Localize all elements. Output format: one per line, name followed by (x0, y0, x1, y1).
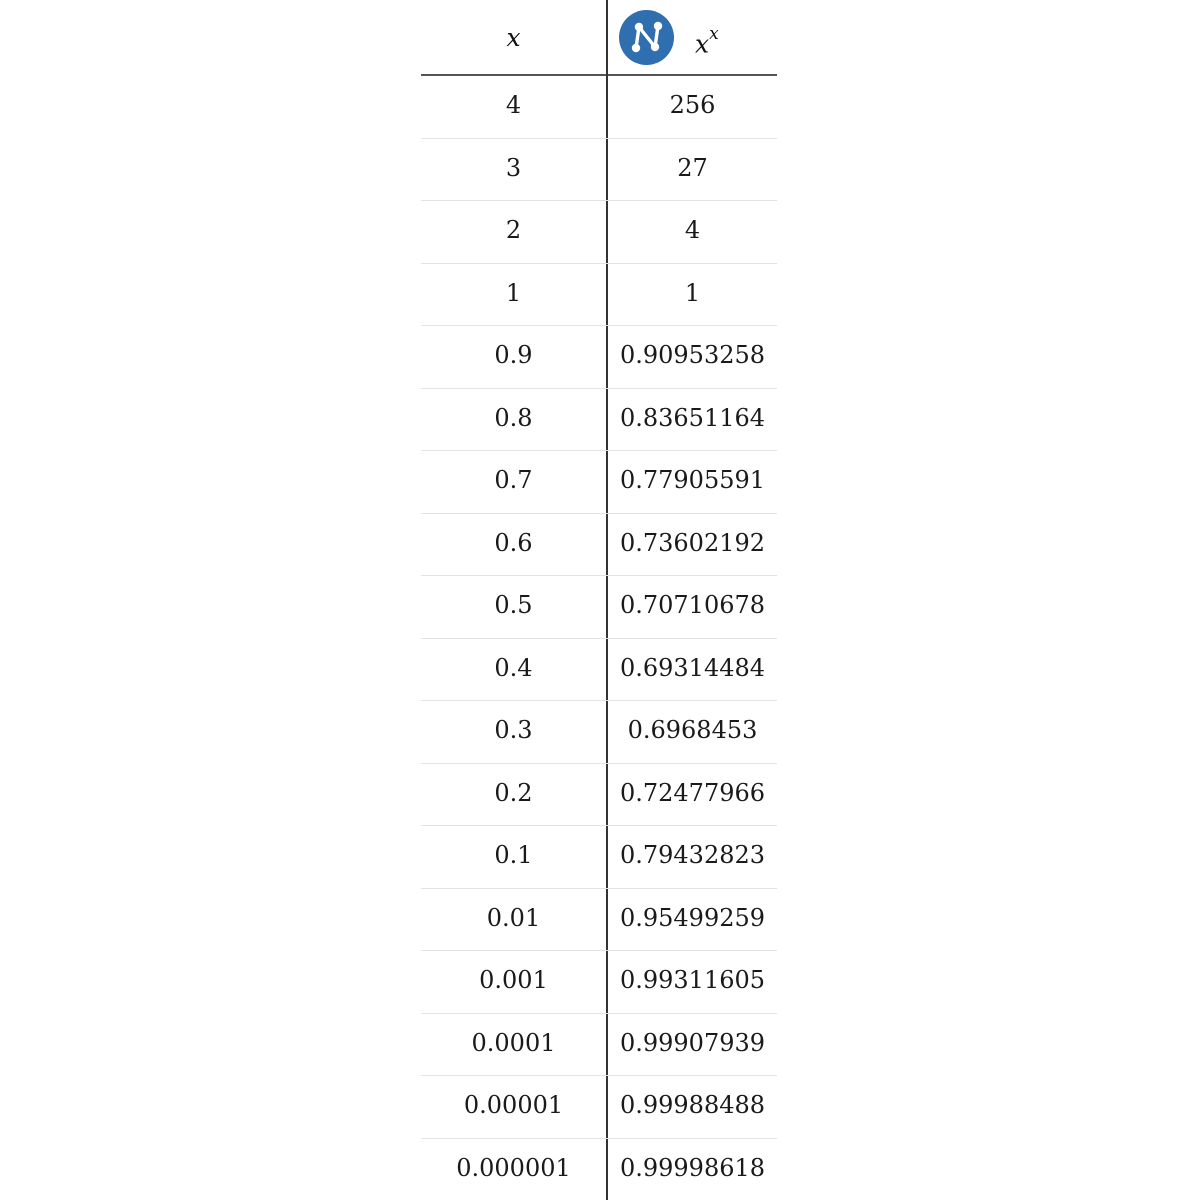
table (421, 0, 777, 1200)
cell-x[interactable]: 0.3 (421, 701, 606, 759)
table-row (421, 826, 777, 889)
cell-fx: 0.79432823 (608, 826, 777, 884)
cell-x[interactable]: 4 (421, 76, 606, 134)
cell-x[interactable]: 0.000001 (421, 1139, 606, 1197)
cell-x[interactable]: 0.6 (421, 514, 606, 572)
table-row (421, 576, 777, 639)
cell-fx: 0.99311605 (608, 951, 777, 1009)
cell-fx: 0.95499259 (608, 889, 777, 947)
table-row (421, 639, 777, 702)
table-header (421, 0, 777, 76)
table-row (421, 701, 777, 764)
cell-x[interactable]: 0.0001 (421, 1014, 606, 1072)
table-row (421, 889, 777, 952)
column-header-fx[interactable] (608, 0, 777, 74)
table-row (421, 264, 777, 327)
column-header-x[interactable] (421, 0, 606, 74)
table-row (421, 139, 777, 202)
table-row (421, 201, 777, 264)
cell-fx: 0.99998618 (608, 1139, 777, 1197)
table-row (421, 76, 777, 139)
table-row (421, 764, 777, 827)
cell-x[interactable]: 0.01 (421, 889, 606, 947)
cell-x[interactable]: 1 (421, 264, 606, 322)
fx-exponent: x (709, 24, 719, 44)
cell-x[interactable]: 0.001 (421, 951, 606, 1009)
cell-fx: 0.70710678 (608, 576, 777, 634)
cell-x[interactable]: 0.1 (421, 826, 606, 884)
cell-fx: 0.83651164 (608, 389, 777, 447)
desmos-graph-icon[interactable] (619, 10, 674, 65)
table-row (421, 326, 777, 389)
table-row (421, 1014, 777, 1077)
cell-fx: 0.77905591 (608, 451, 777, 509)
column-header-fx-label (695, 28, 719, 58)
table-row (421, 951, 777, 1014)
cell-fx: 0.73602192 (608, 514, 777, 572)
cell-fx: 256 (608, 76, 777, 134)
cell-fx: 0.6968453 (608, 701, 777, 759)
cell-fx: 0.99988488 (608, 1076, 777, 1134)
table-row (421, 1076, 777, 1139)
cell-x[interactable]: 0.2 (421, 764, 606, 822)
cell-fx: 0.99907939 (608, 1014, 777, 1072)
column-header-x-label: x (506, 23, 520, 52)
table-body (421, 76, 777, 1201)
table-row (421, 451, 777, 514)
fx-base: x (695, 29, 709, 58)
cell-fx: 4 (608, 201, 777, 259)
table-row (421, 389, 777, 452)
cell-fx: 0.72477966 (608, 764, 777, 822)
cell-x[interactable]: 0.00001 (421, 1076, 606, 1134)
cell-x[interactable]: 0.8 (421, 389, 606, 447)
cell-x[interactable]: 2 (421, 201, 606, 259)
cell-x[interactable]: 0.5 (421, 576, 606, 634)
cell-x[interactable]: 0.9 (421, 326, 606, 384)
table-row (421, 514, 777, 577)
cell-x[interactable]: 3 (421, 139, 606, 197)
table-row (421, 1139, 777, 1201)
cell-fx: 0.90953258 (608, 326, 777, 384)
cell-x[interactable]: 0.7 (421, 451, 606, 509)
cell-x[interactable]: 0.4 (421, 639, 606, 697)
cell-fx: 1 (608, 264, 777, 322)
cell-fx: 0.69314484 (608, 639, 777, 697)
cell-fx: 27 (608, 139, 777, 197)
